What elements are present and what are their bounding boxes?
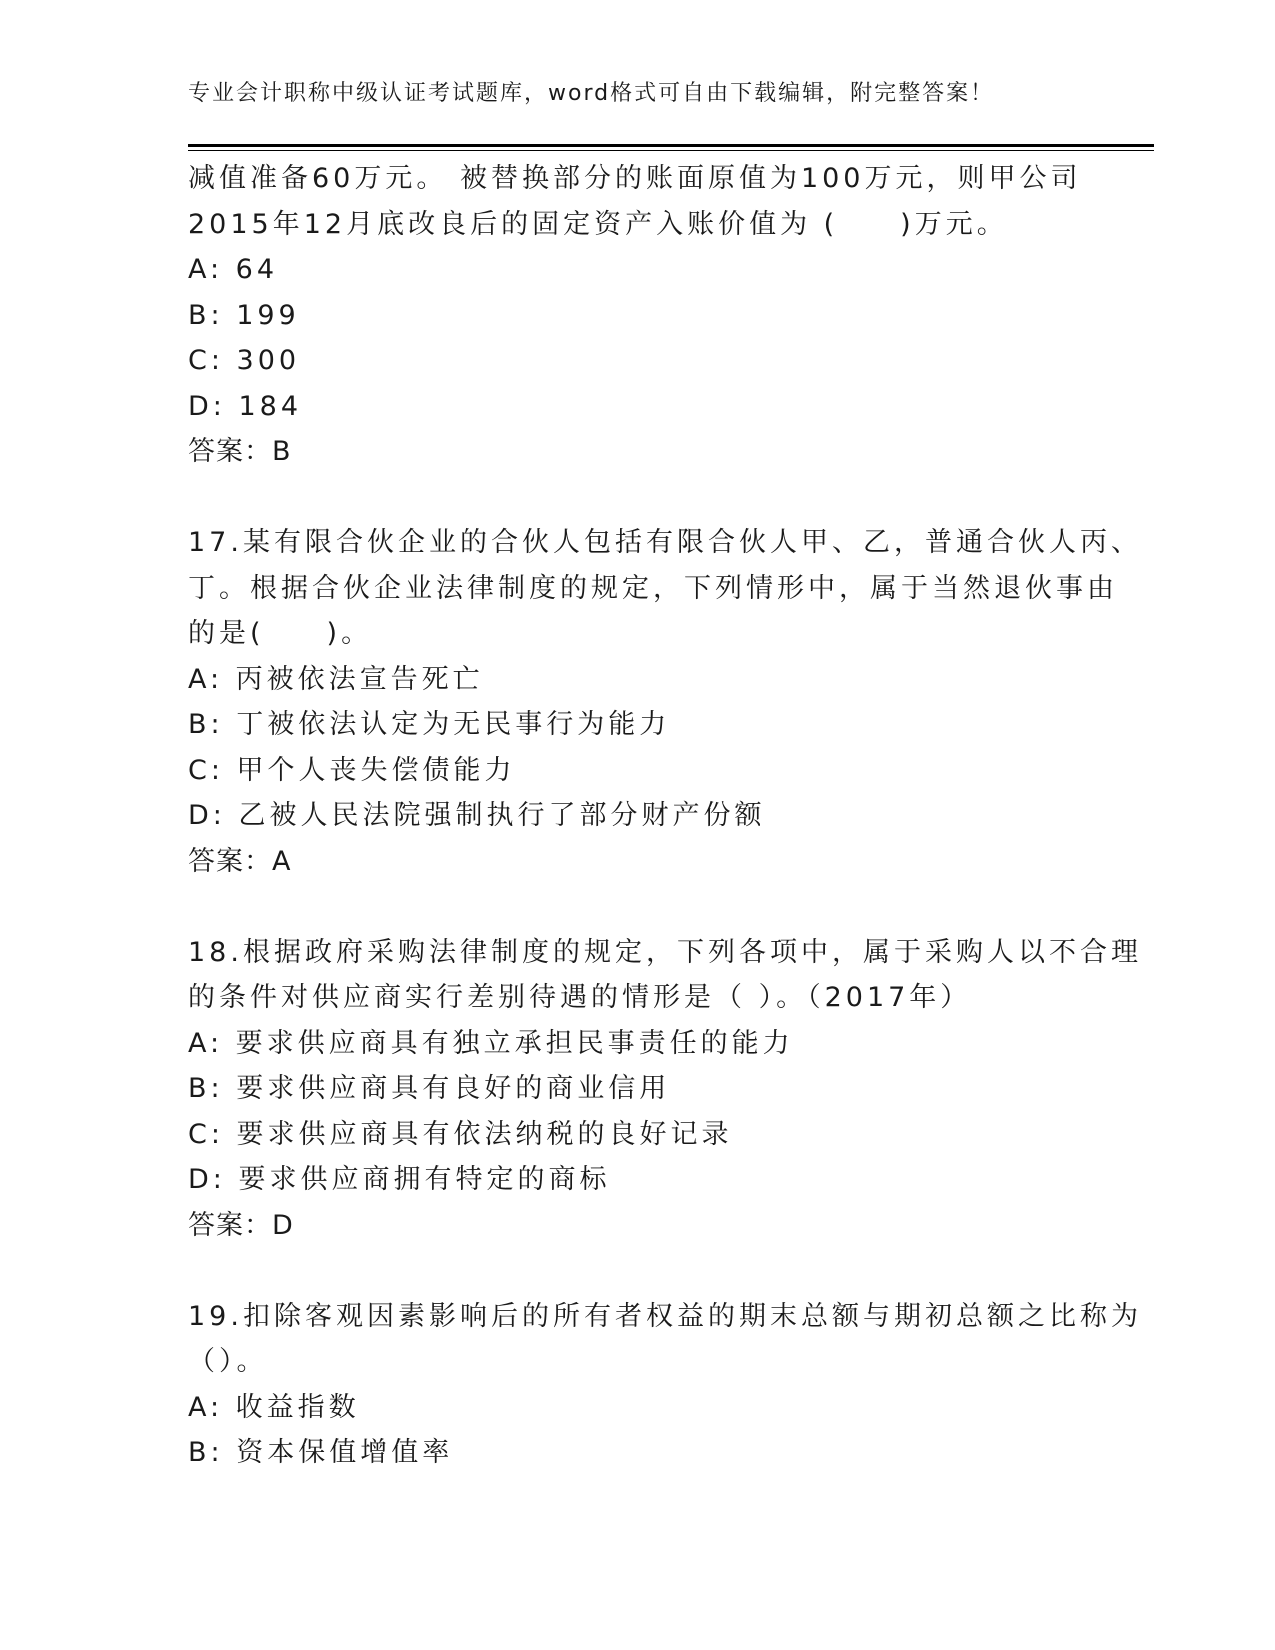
- option-a: A: 要求供应商具有独立承担民事责任的能力: [188, 1027, 794, 1059]
- option-b: B: 资本保值增值率: [188, 1437, 454, 1468]
- spacer: [188, 884, 1088, 930]
- option-b: B: 199: [188, 299, 300, 331]
- question-stem-line: 的条件对供应商实行差别待遇的情形是（ ）。（2017年）: [188, 982, 972, 1013]
- option-c: C: 300: [188, 345, 301, 376]
- option-d: D: 184: [188, 390, 303, 422]
- option-b: B: 丁被依法认定为无民事行为能力: [188, 709, 671, 740]
- spacer: [188, 1248, 1088, 1294]
- question-stem-line: 减值准备60万元。 被替换部分的账面原值为100万元，则甲公司: [188, 163, 1082, 194]
- option-b: B: 要求供应商具有良好的商业信用: [188, 1073, 671, 1104]
- option-a: A: 收益指数: [188, 1391, 360, 1423]
- option-c: C: 甲个人丧失偿债能力: [188, 754, 516, 786]
- option-c: C: 要求供应商具有依法纳税的良好记录: [188, 1118, 733, 1150]
- spacer: [188, 475, 1088, 521]
- question-stem-line: 18.根据政府采购法律制度的规定，下列各项中，属于采购人以不合理: [188, 936, 1142, 968]
- answer-line: 答案：A: [188, 845, 292, 877]
- question-16: [188, 156, 1088, 475]
- option-a: A: 64: [188, 254, 279, 285]
- question-17: [188, 520, 1142, 884]
- option-d: D: 要求供应商拥有特定的商标: [188, 1164, 611, 1195]
- question-stem-line: 丁。根据合伙企业法律制度的规定，下列情形中，属于当然退伙事由: [188, 572, 1118, 604]
- question-stem-line: 的是( )。: [188, 618, 373, 649]
- answer-line: 答案：B: [188, 436, 292, 467]
- question-stem-line: 19.扣除客观因素影响后的所有者权益的期末总额与期初总额之比称为: [188, 1300, 1142, 1332]
- question-content: [188, 156, 1142, 1476]
- option-d: D: 乙被人民法院强制执行了部分财产份额: [188, 800, 766, 831]
- question-stem-line: （）。: [188, 1346, 268, 1377]
- question-stem-line: 2015年12月底改良后的固定资产入账价值为 ( )万元。: [188, 208, 1008, 240]
- question-stem-line: 17.某有限合伙企业的合伙人包括有限合伙人甲、乙，普通合伙人丙、: [188, 527, 1142, 558]
- question-19: [188, 1294, 1142, 1476]
- answer-line: 答案：D: [188, 1209, 294, 1241]
- header-rule-thin: [188, 150, 1154, 151]
- question-18: [188, 930, 1142, 1249]
- header-rule-thick: [188, 144, 1154, 147]
- page-header: 专业会计职称中级认证考试题库，word格式可自由下载编辑，附完整答案！: [188, 81, 995, 106]
- option-a: A: 丙被依法宣告死亡: [188, 663, 484, 695]
